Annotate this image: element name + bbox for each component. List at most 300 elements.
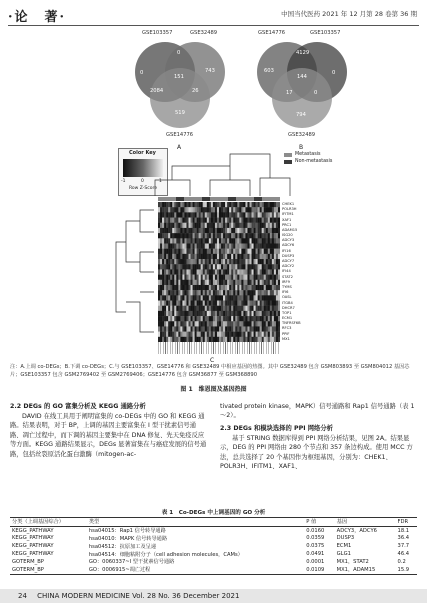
heatmap-cell [235,275,237,280]
heatmap-cell [233,223,235,228]
heatmap-cell [254,254,256,259]
heatmap-cell [229,259,231,264]
table-cell: GOTERM_BP [12,566,44,573]
heatmap-cell [191,321,193,326]
heatmap-cell [182,254,184,259]
heatmap-cell [276,238,278,243]
heatmap-cell [160,280,162,285]
heatmap-cell [247,301,249,306]
heatmap-cell [180,285,182,290]
heatmap-cell [227,311,229,316]
heatmap-cell [231,301,233,306]
heatmap-cell [170,295,172,300]
heatmap-cell [274,218,276,223]
heatmap-cell [180,311,182,316]
heatmap-cell [237,228,239,233]
heatmap-cell [186,238,188,243]
heatmap-cell [231,254,233,259]
heatmap-cell [197,228,199,233]
heatmap-cell [229,269,231,274]
heatmap-cell [158,243,160,248]
heatmap-cell [160,285,162,290]
heatmap-cell [176,212,178,217]
heatmap-cell [184,326,186,331]
heatmap-cell [278,311,280,316]
heatmap-cell [229,228,231,233]
heatmap-cell [209,207,211,212]
heatmap-cell [164,207,166,212]
heatmap-cell [219,290,221,295]
heatmap-cell [176,280,178,285]
heatmap-cell [241,249,243,254]
heatmap-cell [229,306,231,311]
heatmap-cell [195,290,197,295]
heatmap-cell [221,249,223,254]
heatmap-cell [172,223,174,228]
heatmap-cell [205,223,207,228]
venn-b-label-2: GSE103357 [310,30,341,36]
heatmap-cell [168,254,170,259]
row-dendrogram [112,202,156,342]
heatmap-cell [217,223,219,228]
heatmap-cell [166,306,168,311]
heatmap-cell [168,238,170,243]
table-header-pvalue: P 值 [306,519,317,526]
heatmap-cell [258,212,260,217]
heatmap-cell [266,202,268,207]
heatmap-cell [158,332,160,337]
heatmap-cell [278,301,280,306]
heatmap-cell [227,321,229,326]
heatmap-cell [252,280,254,285]
gene-label: TYMS [282,284,292,289]
heatmap-cell [235,311,237,316]
heatmap-cell [258,316,260,321]
heatmap-cell [223,218,225,223]
heatmap-cell [278,306,280,311]
heatmap-cell [182,269,184,274]
heatmap-cell [274,264,276,269]
heatmap-cell [245,233,247,238]
heatmap-cell [160,207,162,212]
heatmap-cell [172,218,174,223]
heatmap-cell [260,311,262,316]
heatmap-cell [176,202,178,207]
heatmap-cell [264,207,266,212]
heatmap-cell [197,202,199,207]
heatmap-cell [203,275,205,280]
heatmap-cell [239,264,241,269]
heatmap-cell [211,259,213,264]
heatmap-cell [211,306,213,311]
heatmap-cell [274,202,276,207]
heatmap-cell [164,264,166,269]
heatmap-cell [209,212,211,217]
heatmap-cell [172,202,174,207]
heatmap-cell [252,202,254,207]
heatmap-cell [270,254,272,259]
heatmap-cell [182,301,184,306]
heatmap-cell [191,243,193,248]
heatmap-cell [235,285,237,290]
heatmap-cell [274,295,276,300]
heatmap-cell [191,238,193,243]
heatmap-cell [203,218,205,223]
heatmap-cell [227,243,229,248]
table-cell: 0.0160 [306,527,325,534]
heatmap-cell [272,285,274,290]
heatmap-cell [168,212,170,217]
heatmap-cell [174,332,176,337]
heatmap-cell [207,202,209,207]
heatmap-cell [201,249,203,254]
heatmap-cell [170,285,172,290]
table-header-term: 类型 [88,519,100,526]
heatmap-cell [193,249,195,254]
heatmap-cell [252,269,254,274]
heatmap-cell [239,290,241,295]
heatmap-cell [270,223,272,228]
heatmap-cell [278,285,280,290]
heatmap-cell [209,295,211,300]
heatmap-cell [262,228,264,233]
heatmap-cell [223,311,225,316]
heatmap-cell [186,243,188,248]
heatmap-cell [182,202,184,207]
table-cell: GLG1 [336,551,351,558]
venn-a-num-center: 151 [174,74,184,80]
heatmap-cell [205,269,207,274]
heatmap-cell [272,212,274,217]
heatmap-cell [160,202,162,207]
heatmap-cell [247,295,249,300]
heatmap-cell [205,290,207,295]
journal-header: 中国当代医药 2021 年 12 月第 28 卷第 36 期 [281,10,417,18]
heatmap-cell [219,321,221,326]
heatmap-cell [243,280,245,285]
heatmap-cell [178,218,180,223]
heatmap-cell [166,259,168,264]
heatmap-cell [256,306,258,311]
heatmap-cell [241,311,243,316]
heatmap-cell [182,295,184,300]
heatmap-cell [245,218,247,223]
heatmap-cell [191,306,193,311]
heatmap-cell [217,301,219,306]
heatmap-cell [166,326,168,331]
heatmap-cell [195,223,197,228]
heatmap-cell [241,285,243,290]
heatmap-cell [260,218,262,223]
heatmap-cell [243,238,245,243]
heatmap-cell [266,280,268,285]
heatmap-cell [195,269,197,274]
heatmap-cell [225,316,227,321]
heatmap-cell [262,223,264,228]
heatmap-cell [158,218,160,223]
heatmap-cell [260,243,262,248]
heatmap-cell [209,275,211,280]
heatmap-cell [166,233,168,238]
heatmap-cell [225,311,227,316]
heatmap-cell [166,243,168,248]
heatmap-cell [209,259,211,264]
heatmap-cell [229,243,231,248]
heatmap-cell [262,254,264,259]
heatmap-cell [274,285,276,290]
heatmap-cell [207,280,209,285]
gene-label: STAT2 [282,274,293,279]
heatmap-cell [197,223,199,228]
heatmap-cell [258,311,260,316]
heatmap-cell [205,259,207,264]
table-cell: DUSP3 [336,535,355,542]
heatmap-cell [229,249,231,254]
heatmap-cell [164,228,166,233]
heatmap-cell [178,306,180,311]
heatmap-cell [258,285,260,290]
heatmap-cell [193,264,195,269]
heatmap-cell [229,332,231,337]
heatmap-cell [160,295,162,300]
heatmap-cell [229,275,231,280]
heatmap-cell [182,306,184,311]
heatmap-cell [219,238,221,243]
heatmap-cell [215,228,217,233]
heatmap-cell [217,207,219,212]
heatmap-cell [172,233,174,238]
heatmap-cell [209,264,211,269]
heatmap-cell [268,228,270,233]
heatmap-cell [223,249,225,254]
heatmap-cell [264,275,266,280]
heatmap-cell [243,326,245,331]
heatmap-cell [262,212,264,217]
heatmap-cell [178,301,180,306]
heatmap-cell [193,295,195,300]
heatmap-cell [160,223,162,228]
heatmap-cell [274,332,276,337]
heatmap-cell [276,243,278,248]
heatmap-cell [217,202,219,207]
heatmap-cell [217,285,219,290]
heatmap-cell [243,295,245,300]
heatmap-cell [211,269,213,274]
heatmap-cell [160,311,162,316]
heatmap-cell [193,254,195,259]
heatmap-cell [160,264,162,269]
heatmap-cell [209,301,211,306]
heatmap-cell [189,223,191,228]
heatmap-cell [158,280,160,285]
sample-id-labels [158,342,280,354]
table-row [10,550,417,558]
heatmap-cell [247,280,249,285]
heatmap-cell [252,306,254,311]
heatmap-cell [174,275,176,280]
heatmap-cell [201,243,203,248]
heatmap-cell [180,212,182,217]
heatmap-cell [176,249,178,254]
heatmap-cell [256,316,258,321]
heatmap-cell [186,301,188,306]
heatmap-cell [262,202,264,207]
heatmap-cell [203,238,205,243]
heatmap-cell [178,275,180,280]
heatmap-cell [233,332,235,337]
heatmap-cell [170,306,172,311]
heatmap-cell [170,280,172,285]
heatmap-cell [221,280,223,285]
heatmap-cell [168,264,170,269]
heatmap-cell [239,295,241,300]
heatmap-cell [217,326,219,331]
heatmap-cell [241,264,243,269]
heatmap-cell [172,316,174,321]
heatmap-cell [193,316,195,321]
heatmap-cell [262,280,264,285]
heatmap-cell [213,202,215,207]
heatmap-cell [225,264,227,269]
heatmap-cell [195,275,197,280]
heatmap-cell [199,326,201,331]
heatmap-cell [197,259,199,264]
heatmap-cell [178,280,180,285]
heatmap-cell [254,223,256,228]
heatmap-cell [250,301,252,306]
heatmap-cell [209,332,211,337]
heatmap-cell [260,321,262,326]
heatmap-cell [172,207,174,212]
heatmap-cell [184,321,186,326]
heatmap-cell [229,202,231,207]
heatmap-cell [223,290,225,295]
heatmap-cell [241,218,243,223]
heatmap-cell [162,228,164,233]
heatmap-cell [197,249,199,254]
heatmap-cell [237,202,239,207]
heatmap-cell [274,228,276,233]
heatmap-cell [217,306,219,311]
heatmap-cell [254,275,256,280]
heatmap-cell [231,264,233,269]
heatmap-cell [231,207,233,212]
heatmap-cell [166,202,168,207]
heatmap-cell [191,223,193,228]
heatmap-cell [239,238,241,243]
heatmap-cell [278,218,280,223]
heatmap-cell [184,218,186,223]
heatmap-cell [184,238,186,243]
heatmap-cell [262,249,264,254]
heatmap-cell [250,212,252,217]
heatmap-cell [233,228,235,233]
heatmap-cell [239,207,241,212]
heatmap-cell [213,228,215,233]
heatmap-cell [180,202,182,207]
heatmap-cell [164,326,166,331]
heatmap-cell [227,259,229,264]
heatmap-cell [201,301,203,306]
heatmap-cell [221,243,223,248]
heatmap-cell [168,290,170,295]
heatmap-cell [231,218,233,223]
heatmap-cell [225,301,227,306]
heatmap-cell [266,316,268,321]
heatmap-cell [258,202,260,207]
heatmap-cell [237,269,239,274]
heatmap-cell [219,269,221,274]
heatmap-cell [264,259,266,264]
heatmap-cell [174,264,176,269]
heatmap-cell [235,223,237,228]
heatmap-cell [180,207,182,212]
heatmap-cell [268,332,270,337]
heatmap-cell [217,311,219,316]
heatmap-cell [182,207,184,212]
heatmap-cell [233,238,235,243]
heatmap-cell [256,264,258,269]
heatmap-cell [170,301,172,306]
heatmap-cell [256,207,258,212]
heatmap-cell [164,290,166,295]
table-cell: 0.0375 [306,543,325,550]
table-cell: 0.2 [397,558,406,565]
heatmap-cell [184,280,186,285]
heatmap-cell [199,254,201,259]
heatmap-cell [172,332,174,337]
heatmap-cell [247,316,249,321]
heatmap-cell [268,243,270,248]
table-cell: 46.4 [397,551,410,558]
heatmap-cell [178,243,180,248]
heatmap-cell [197,311,199,316]
heatmap-cell [243,285,245,290]
heatmap-cell [166,321,168,326]
venn-b-num-center: 144 [297,74,307,80]
heatmap-cell [174,285,176,290]
table-cell: 15.9 [397,566,410,573]
heatmap-cell [168,275,170,280]
heatmap-cell [223,275,225,280]
heatmap-cell [264,212,266,217]
heatmap-cell [260,233,262,238]
heatmap-cell [193,290,195,295]
heatmap-cell [262,285,264,290]
heatmap-cell [217,243,219,248]
heatmap-cell [219,306,221,311]
heatmap-cell [186,254,188,259]
heatmap-cell [278,202,280,207]
heatmap-cell [256,243,258,248]
table-cell: KEGG_PATHWAY [12,535,54,542]
table-title: 表 1 Co-DEGs 中上调基因的 GO 分析 [161,510,266,516]
heatmap-cell [184,301,186,306]
heatmap-cell [201,264,203,269]
heatmap-cell [229,280,231,285]
heatmap-cell [217,295,219,300]
table-cell: hsa04015：Rap1 信号转导通路 [88,528,166,535]
venn-diagram-a [130,30,230,140]
heatmap-cell [266,254,268,259]
heatmap-cell [195,202,197,207]
heatmap-cell [207,238,209,243]
heatmap-cell [209,285,211,290]
heatmap-cell [213,326,215,331]
heatmap-cell [270,249,272,254]
heatmap-cell [213,249,215,254]
heatmap-cell [197,243,199,248]
